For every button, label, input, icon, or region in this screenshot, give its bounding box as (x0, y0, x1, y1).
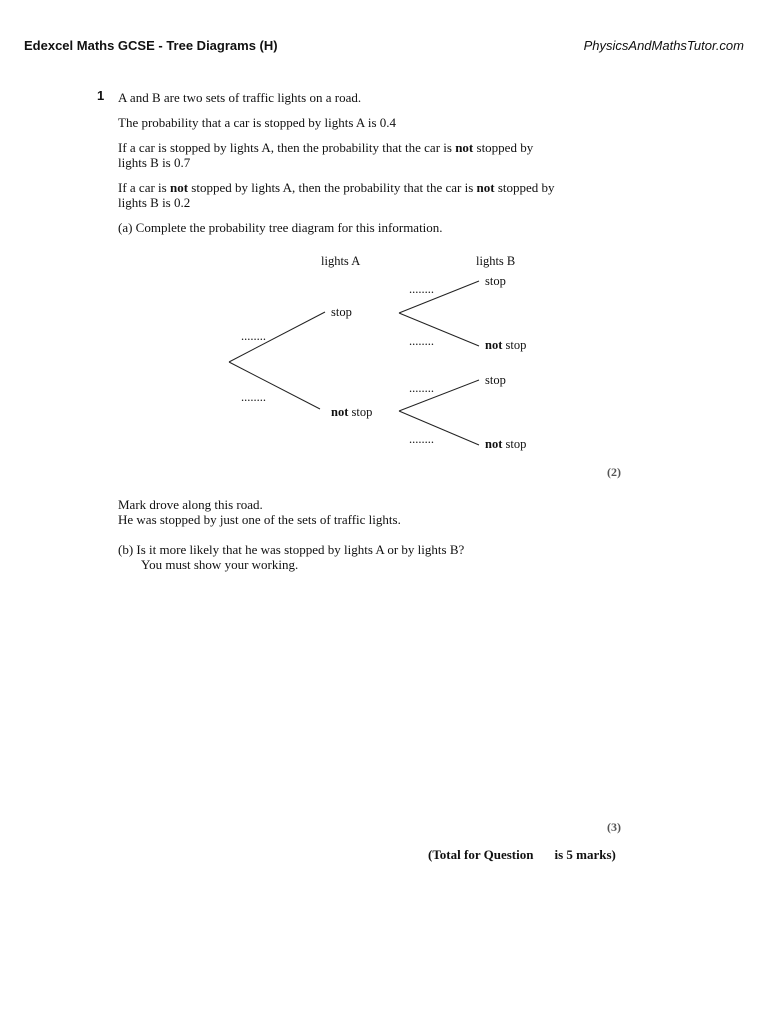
label-rest: stop (502, 338, 527, 352)
bold-not: not (485, 437, 503, 451)
label-rest: stop (348, 405, 373, 419)
text-fragment: stopped by (473, 140, 534, 155)
blank-a-not-stop[interactable]: ........ (241, 390, 266, 404)
question-line-3b: lights B is 0.7 (118, 155, 191, 170)
blank-b2-not-stop[interactable]: ........ (409, 432, 434, 446)
blank-b1-not-stop[interactable]: ........ (409, 334, 434, 348)
bold-not: not (455, 140, 474, 155)
context-line-1: Mark drove along this road. (118, 497, 263, 512)
bold-not: not (169, 180, 189, 195)
header-title: Edexcel Maths GCSE - Tree Diagrams (H) (24, 38, 278, 53)
label-a-not-stop (331, 405, 372, 419)
text-fragment: If a car is stopped by lights A, then the probability that the car is (118, 140, 456, 155)
part-a-marks: (2) (607, 465, 621, 479)
part-b-instruction: You must show your working. (141, 557, 299, 572)
part-b-marks: (3) (607, 820, 621, 834)
question-line-4b: lights B is 0.2 (118, 195, 191, 210)
text-fragment: If a car is (118, 180, 170, 195)
question-line-2: The probability that a car is stopped by lights A is 0.4 (118, 115, 397, 130)
bold-not: not (476, 180, 495, 195)
blank-b1-stop[interactable]: ........ (409, 282, 434, 296)
part-b-prompt: (b) Is it more likely that he was stopped by lights A or by lights B? (118, 542, 465, 557)
label-b2-not-stop (485, 437, 526, 451)
blank-b2-stop[interactable]: ........ (409, 381, 434, 395)
label-b1-stop: stop (485, 274, 506, 288)
label-b2-stop: stop (485, 373, 506, 387)
blank-a-stop[interactable]: ........ (241, 329, 266, 343)
total-suffix: is 5 marks) (554, 847, 616, 862)
part-a-prompt: (a) Complete the probability tree diagram for this information. (118, 220, 443, 235)
question-total (428, 847, 616, 863)
tree-header-lights-b: lights B (476, 254, 516, 268)
header-site: PhysicsAndMathsTutor.com (583, 38, 744, 53)
text-fragment: stopped by (494, 180, 555, 195)
label-rest: stop (502, 437, 527, 451)
bold-not: not (331, 405, 349, 419)
label-b1-not-stop (485, 338, 526, 352)
context-line-2: He was stopped by just one of the sets of traffic lights. (118, 512, 401, 527)
total-prefix: (Total for Question (428, 847, 534, 862)
label-a-stop: stop (331, 305, 352, 319)
question-line-1: A and B are two sets of traffic lights on a road. (118, 90, 362, 105)
tree-header-lights-a: lights A (321, 254, 361, 268)
bold-not: not (485, 338, 503, 352)
text-fragment: stopped by lights A, then the probability that the car is (188, 180, 477, 195)
question-number: 1 (97, 88, 105, 103)
